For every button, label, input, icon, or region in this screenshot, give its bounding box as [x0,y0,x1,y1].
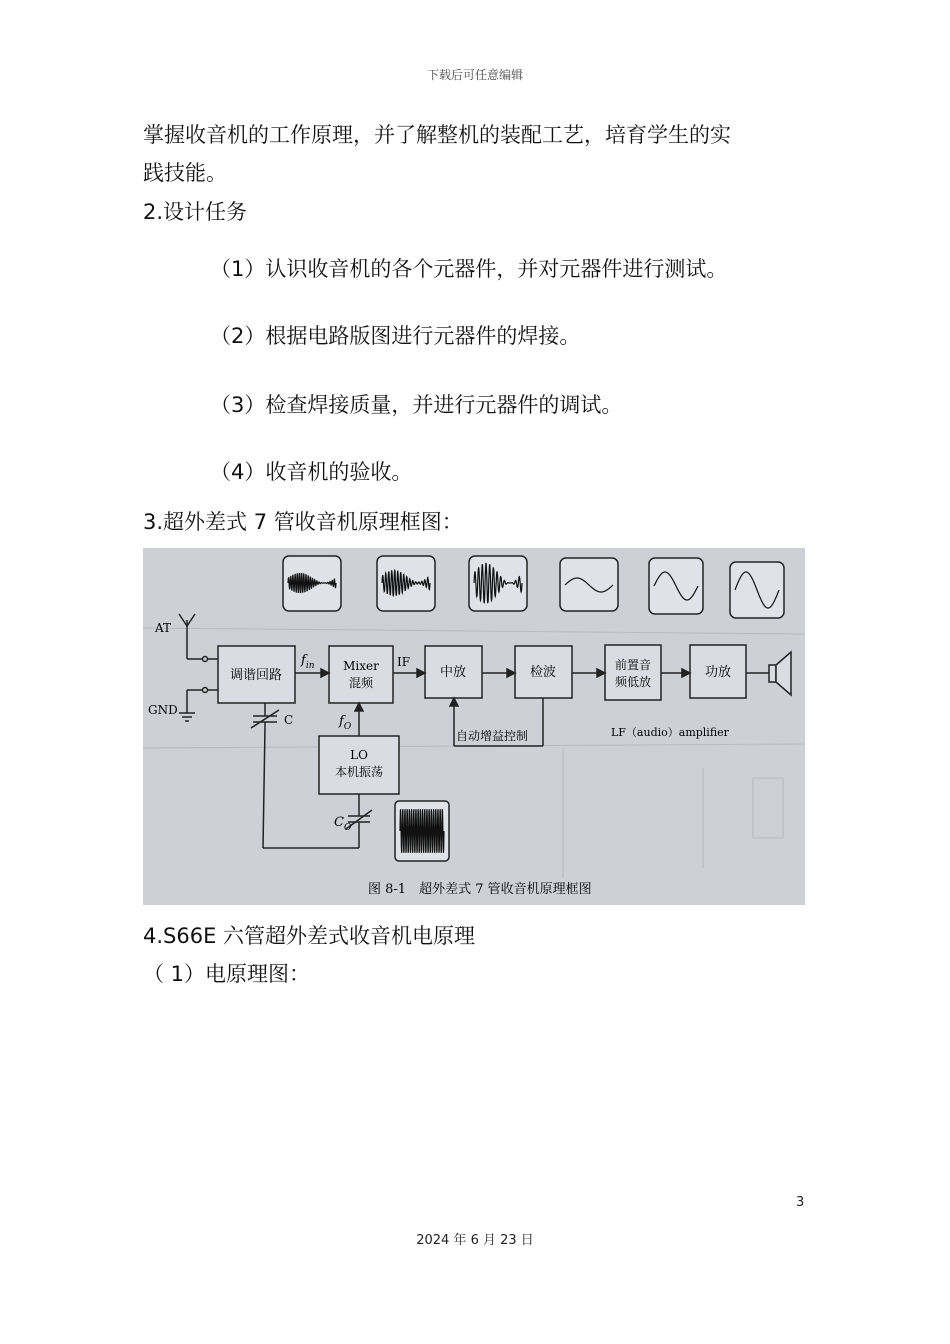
block-diagram-svg [143,548,805,905]
label-if: IF [397,655,411,669]
label-preamp-2: 频低放 [614,675,652,689]
page-number: 3 [796,1195,805,1210]
label-lo-cn: 本机振荡 [334,765,384,779]
label-tuning: 调谐回路 [229,668,283,683]
task-item-1: （1）认识收音机的各个元器件，并对元器件进行测试。 [210,257,728,281]
footer-date: 2024 年 6 月 23 日 [416,1233,534,1248]
waveform-lo [400,809,444,853]
label-c: C [284,713,294,727]
label-fin: $f_{in}$ [301,653,315,671]
task-item-4: （4）收音机的验收。 [210,460,413,484]
label-agc: 自动增益控制 [456,729,529,743]
label-gnd: GND [148,703,178,717]
section-3-heading: 3.超外差式 7 管收音机原理框图： [143,510,463,534]
label-detector: 检波 [529,665,557,680]
task-item-2: （2）根据电路版图进行元器件的焊接。 [210,324,581,348]
task-item-3: （3）检查焊接质量，并进行元器件的调试。 [210,393,623,417]
intro-line-1: 掌握收音机的工作原理，并了解整机的装配工艺，培育学生的实 [143,123,731,147]
intro-line-2: 践技能。 [143,161,227,185]
figure-caption: 图 8-1 超外差式 7 管收音机原理框图 [368,882,592,897]
section-2-heading: 2.设计任务 [143,200,248,224]
label-lf-amplifier: LF（audio）amplifier [611,726,729,739]
label-power-amp: 功放 [704,665,732,680]
block-preamp [605,645,661,700]
label-fo: $f_O$ [339,714,352,732]
label-mixer-cn: 混频 [348,676,374,690]
subsection-1-heading: （ 1）电原理图： [143,962,311,986]
label-mixer-en: Mixer [343,659,379,673]
label-lo-en: LO [350,748,368,762]
label-at: AT [155,621,172,635]
block-diagram-figure [143,548,805,905]
page-header: 下载后可任意编辑 [426,68,523,82]
label-if-amp: 中放 [439,665,467,680]
label-preamp-1: 前置音 [614,658,652,672]
section-4-heading: 4.S66E 六管超外差式收音机电原理 [143,924,476,948]
block-mixer [329,646,393,703]
label-co: $C_O$ [334,815,352,833]
